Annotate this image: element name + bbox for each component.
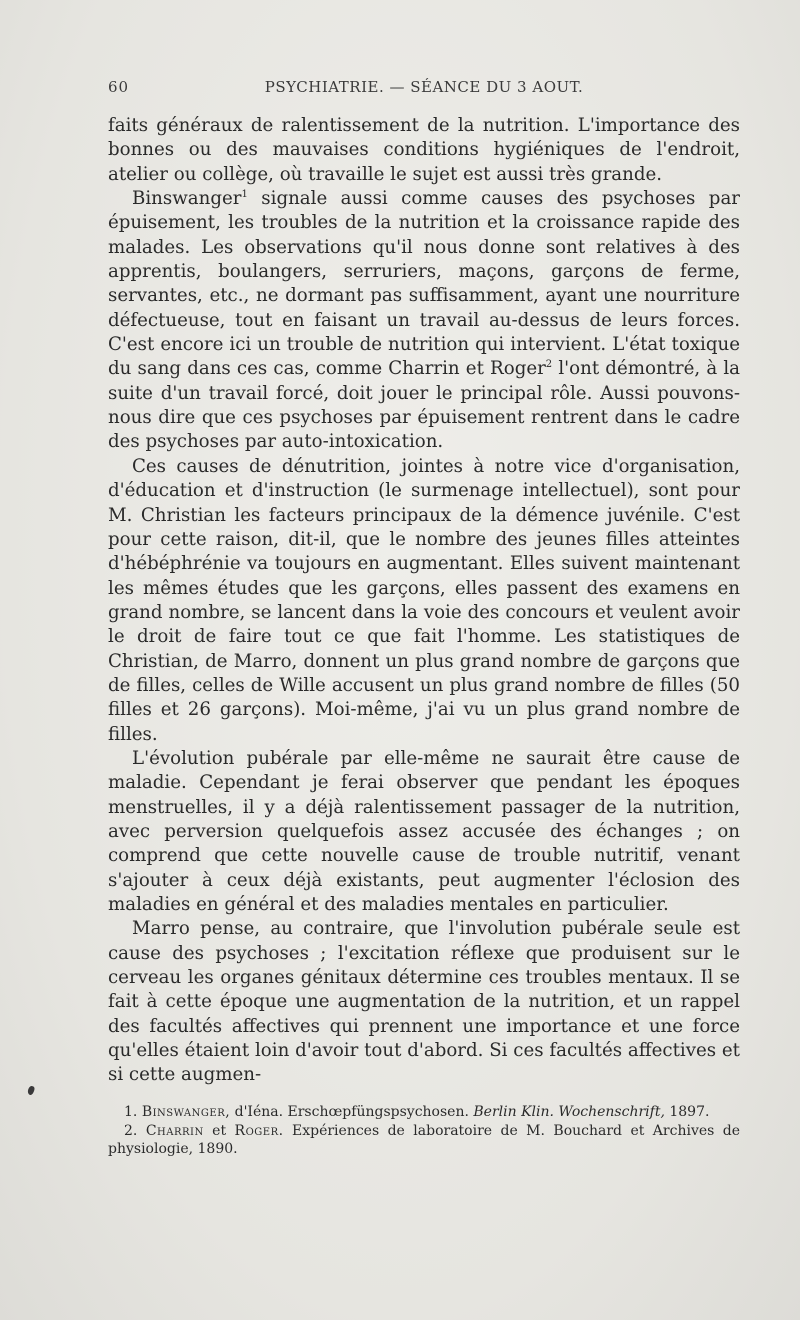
- footnote-2-author-2: Roger.: [234, 1122, 284, 1139]
- footnote-1-text: d'Iéna. Erschœpfüngspsychosen.: [230, 1104, 474, 1120]
- footnote-1: [108, 1104, 740, 1122]
- author-name: Binswanger: [132, 188, 242, 210]
- footnote-2: [108, 1123, 740, 1159]
- paragraph-2: [108, 187, 740, 455]
- footnote-1-author: Binswanger,: [141, 1104, 231, 1120]
- paragraph-3: Ces causes de dénutrition, jointes à notre vice d'organisation, d'éducation et d'instruction (le surmenage intellectuel), sont pour M. Christian les facteurs principaux de la démence juvénile. C'est pour cette raison, dit-il, que le nombre des jeunes filles atteintes d'hébéphrénie va toujours en augmentant. Elles suivent maintenant les mêmes études que les garçons, elles passent des examens en grand nombre, se lancent dans la voie des concours et veulent avoir le droit de faire tout ce que fait l'homme. Les statistiques de Christian, de Marro, donnent un plus grand nombre de garçons que de filles, celles de Wille accusent un plus grand nombre de filles (50 filles et 26 garçons). Moi-même, j'ai vu un plus grand nombre de filles.: [108, 455, 740, 745]
- paragraph-2-text-a: signale aussi comme causes des psychoses par épuisement, les troubles de la nutrition et la croissance rapide des malades. Les observations qu'il nous donne sont relatives à des apprentis, boulangers, serruriers, maçons, garçons de ferme, servantes, etc., ne dormant pas suffisamment, ayant une nourriture défectueuse, tout en faisant un travail au-dessus de leurs forces. C'est encore ici un trouble de nutrition qui intervient. L'état toxique du sang dans ces cas, comme Charrin et Roger: [108, 188, 740, 380]
- footnote-ref-2: 2: [545, 359, 553, 371]
- footnote-1-journal: Berlin Klin. Wochenschrift,: [473, 1104, 665, 1120]
- body-text: [108, 114, 740, 1088]
- footnote-2-number: 2.: [124, 1122, 138, 1139]
- footnote-1-number: 1.: [124, 1104, 138, 1120]
- paragraph-1: faits généraux de ralentissement de la nutrition. L'importance des bonnes ou des mauvaises conditions hygiéniques de l'endroit, atelier ou collège, où travaille le sujet est aussi très grande.: [108, 115, 740, 185]
- footnotes: [108, 1104, 740, 1159]
- ink-speck: [27, 1085, 36, 1096]
- footnote-1-year: 1897.: [664, 1104, 710, 1120]
- footnote-2-text: Expériences de laboratoire de M. Bouchard et Archives de physiologie, 1890.: [108, 1122, 741, 1157]
- footnote-2-author: Charrin: [145, 1122, 204, 1139]
- running-title: PSYCHIATRIE. — SÉANCE DU 3 AOUT.: [264, 78, 584, 96]
- paragraph-2-text-b: l'ont démontré, à la suite d'un travail forcé, doit jouer le principal rôle. Aussi pouvons-nous dire que ces psychoses par épuisement rentrent dans le cadre des psychoses par auto-intoxication.: [108, 358, 740, 453]
- running-head: [108, 78, 740, 100]
- paragraph-4: L'évolution pubérale par elle-même ne saurait être cause de maladie. Cependant je ferai observer que pendant les époques menstruelles, il y a déjà ralentissement passager de la nutrition, avec perversion quelquefois assez accusée des échanges ; on comprend que cette nouvelle cause de trouble nutritif, venant s'ajouter à ceux déjà existants, peut augmenter l'éclosion des maladies en général et des maladies mentales en particulier.: [108, 747, 740, 915]
- footnote-2-mid: et: [203, 1122, 235, 1139]
- page-number: 60: [108, 78, 130, 96]
- paragraph-5: Marro pense, au contraire, que l'involution pubérale seule est cause des psychoses ; l'excitation réflexe que produisent sur le cerveau les organes génitaux détermine ces troubles mentaux. Il se fait à cette époque une augmentation de la nutrition, et un rappel des facultés affectives qui prennent une importance et une force qu'elles étaient loin d'avoir tout d'abord. Si ces facultés affectives et si cette augmen-: [108, 918, 740, 1086]
- footnote-ref-1: 1: [241, 188, 248, 200]
